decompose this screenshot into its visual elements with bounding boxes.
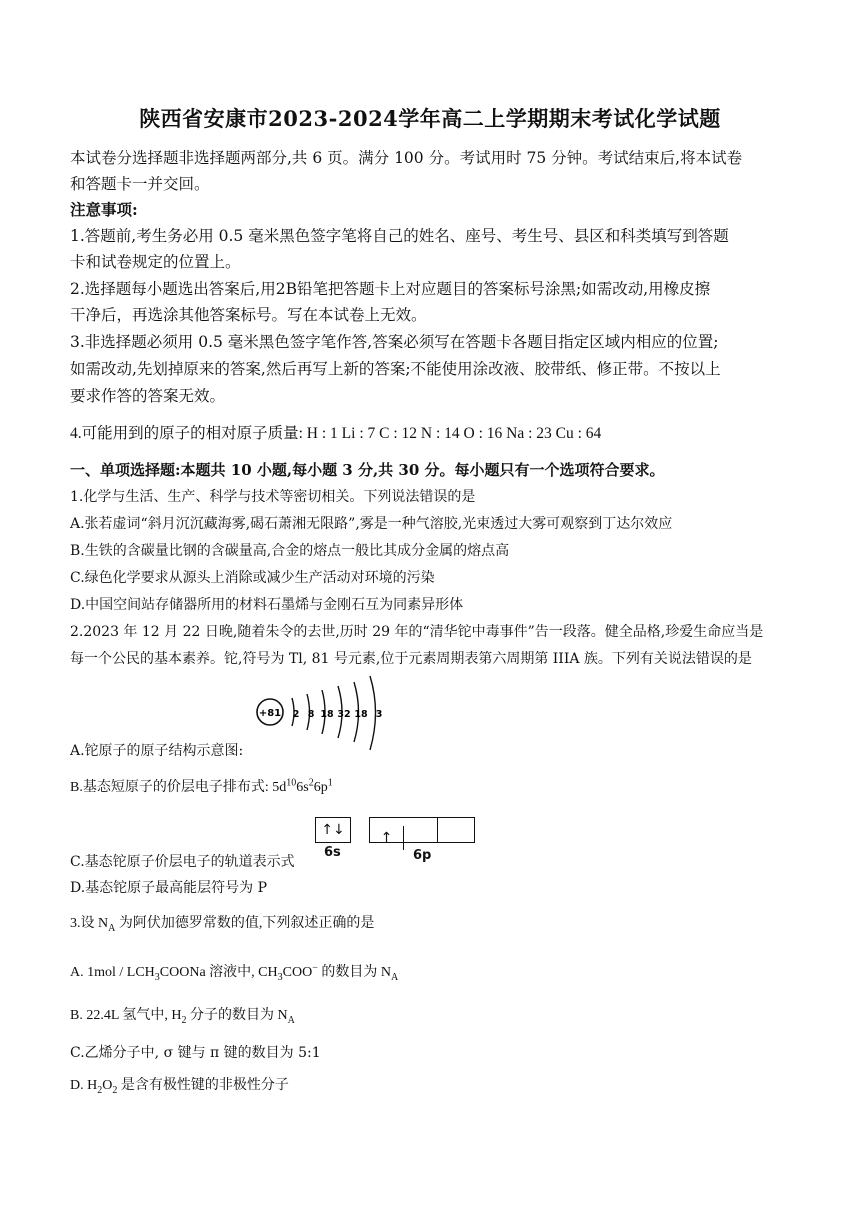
- q2-option-b: [70, 776, 792, 796]
- section-1-heading: 一、单项选择题:本题共 10 小题,每小题 3 分,共 30 分。每小题只有一个选项符合要求。: [70, 461, 665, 479]
- q3-a-mid: COONa 溶液中, CH: [159, 965, 278, 980]
- q3-a-sub-1: 3: [154, 971, 160, 983]
- orbital-6s-label: 6s: [324, 845, 341, 860]
- note-3a: 3.非选择题必须用 0.5 毫米黑色签字笔作答,答案必须写在答题卡各题目指定区域内相应的位置;: [70, 333, 719, 351]
- q3-a-sub-3: A: [390, 971, 399, 983]
- orbital-6s-cell: ↑↓: [321, 822, 345, 838]
- orbital-6s-box: [315, 817, 351, 843]
- q2-b-prefix: B.基态短原子的价层电子排布式: 5d: [70, 780, 287, 795]
- q3-a-pre: A. 1mol / LCH: [70, 965, 155, 980]
- note-2b: 干净后，再选涂其他答案标号。写在本试卷上无效。: [70, 306, 427, 324]
- q3-option-a: [70, 961, 792, 983]
- q3-b-pre: B. 22.4L 氢气中, H: [70, 1008, 182, 1023]
- q1-option-d: D.中国空间站存储器所用的材料石墨烯与金刚石互为同素异形体: [70, 597, 464, 613]
- q3-b-sub-2: A: [287, 1014, 295, 1026]
- q3-option-d: [70, 1074, 792, 1096]
- q1-option-c: C.绿色化学要求从源头上消除或减少生产活动对环境的污染: [70, 570, 435, 586]
- q3-stem-sub: A: [108, 922, 116, 934]
- q2-stem-line-1: 2.2023 年 12 月 22 日晚,随着朱令的去世,历时 29 年的“清华铊中毒事件”告一段落。健全品格,珍爱生命应当是: [70, 624, 764, 640]
- q2-b-sup-1: 10: [286, 777, 297, 789]
- note-3b: 如需改动,先划掉原来的答案,然后再写上新的答案;不能使用涂改液、胶带纸、修正带。不按以上: [70, 360, 721, 378]
- shell-count-3: 18: [320, 709, 334, 720]
- q3-d-sub-2: 2: [112, 1084, 118, 1096]
- q3-a-sub-2: 3: [277, 971, 283, 983]
- intro-line-2: 和答题卡一并交回。: [70, 175, 210, 193]
- q2-option-c: C.基态铊原子价层电子的轨道表示式: [70, 854, 295, 870]
- page-title: 陕西省安康市2023-2024学年高二上学期期末考试化学试题: [139, 106, 721, 131]
- q3-d-post: 是含有极性键的非极性分子: [117, 1078, 289, 1093]
- q3-d-pre: D. H: [70, 1078, 98, 1093]
- q1-option-b: B.生铁的含碳量比钢的含碳量高,合金的熔点一般比其成分金属的熔点高: [70, 543, 510, 559]
- q2-b-sup-2: 2: [308, 777, 314, 789]
- q2-option-a: A.铊原子的原子结构示意图:: [70, 743, 244, 759]
- q3-stem-pre: 3.设 N: [70, 916, 109, 931]
- q3-b-sub-1: 2: [181, 1014, 187, 1026]
- note-3c: 要求作答的答案无效。: [70, 387, 226, 405]
- shell-count-4: 32: [337, 709, 351, 720]
- q3-option-b: [70, 1004, 792, 1026]
- shell-arc-6: [370, 676, 376, 750]
- shell-count-1: 2: [292, 709, 300, 720]
- q3-d-mid: O: [102, 1078, 113, 1093]
- q3-stem-post: 为阿伏加德罗常数的值,下列叙述正确的是: [115, 916, 375, 931]
- shell-count-5: 18: [354, 709, 368, 720]
- q3-a-mid-2: COO: [282, 965, 313, 980]
- q2-b-sup-3: 1: [327, 777, 333, 789]
- intro-line-1: 本试卷分选择题非选择题两部分,共 6 页。满分 100 分。考试用时 75 分钟。考试结束后,将本试卷: [70, 149, 743, 167]
- q1-option-a: A.张若虚词“斜月沉沉藏海雾,碣石萧湘无限路”,雾是一种气溶胶,光束透过大雾可观察到丁达尔效应: [70, 516, 673, 532]
- orbital-6p-cell-3: [438, 818, 472, 842]
- nucleus-charge: +81: [258, 708, 282, 719]
- note-2a: 2.选择题每小题选出答案后,用2B铅笔把答题卡上对应题目的答案标号涂黑;如需改动,用橡皮擦: [70, 280, 711, 298]
- q2-b-mid-2: 6p: [313, 780, 328, 795]
- shell-count-2: 8: [307, 709, 315, 720]
- q3-a-sup: −: [312, 962, 318, 974]
- orbital-6p-cell-1: ↑: [370, 826, 404, 850]
- q3-a-mid-3: 的数目为 N: [317, 965, 391, 980]
- q2-stem-line-2: 每一个公民的基本素养。铊,符号为 Tl, 81 号元素,位于元素周期表第六周期第 IIIA 族。下列有关说法错误的是: [70, 651, 752, 667]
- shell-count-6: 3: [375, 709, 383, 720]
- orbital-6p-box: [369, 817, 475, 846]
- q3-stem: [70, 912, 792, 934]
- q2-option-d: D.基态铊原子最高能层符号为 P: [70, 880, 268, 896]
- q3-d-sub-1: 2: [97, 1084, 103, 1096]
- notes-heading: 注意事项:: [70, 200, 138, 219]
- q1-stem: 1.化学与生活、生产、科学与技术等密切相关。下列说法错误的是: [70, 489, 476, 505]
- note-4-atomic-masses: 4.可能用到的原子的相对原子质量: H : 1 Li : 7 C : 12 N : 14 O : 16 Na : 23 Cu : 64: [70, 425, 602, 442]
- note-1b: 卡和试卷规定的位置上。: [70, 253, 241, 271]
- orbital-6p-cell-2: [404, 818, 438, 842]
- q2-b-mid-1: 6s: [296, 780, 309, 795]
- q3-b-mid: 分子的数目为 N: [186, 1008, 288, 1023]
- note-1a: 1.答题前,考生务必用 0.5 毫米黑色签字笔将自己的姓名、座号、考生号、县区和科类填写到答题: [70, 227, 729, 245]
- q3-option-c: C.乙烯分子中, σ 键与 π 键的数目为 5:1: [70, 1045, 321, 1061]
- orbital-6p-label: 6p: [413, 848, 432, 863]
